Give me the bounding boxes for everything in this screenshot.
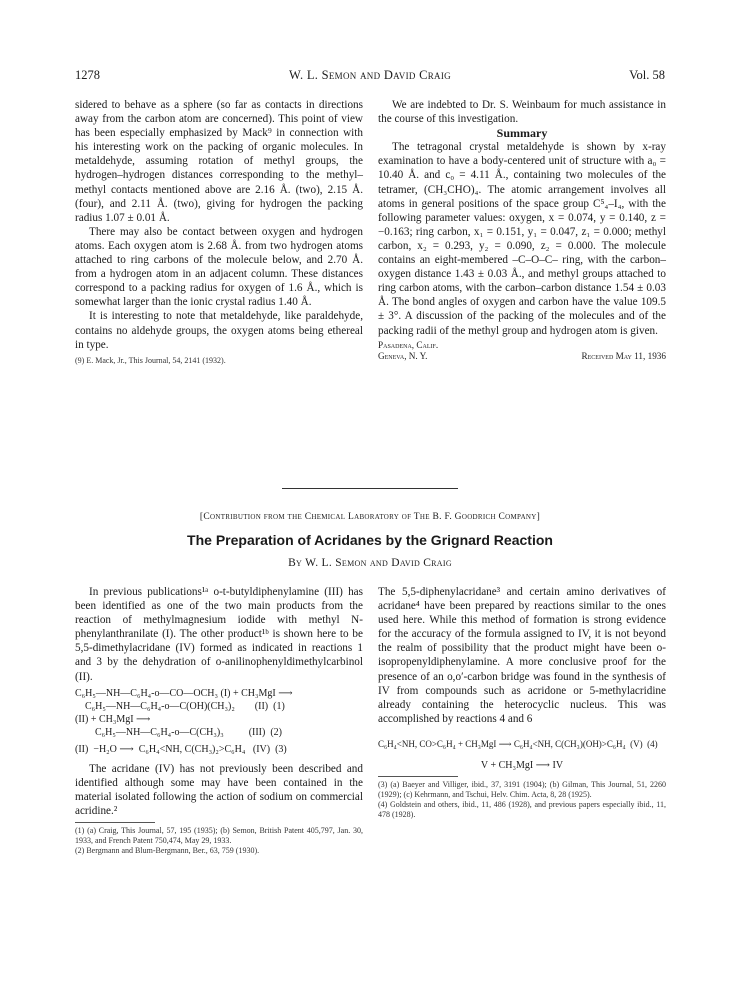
footnote: (2) Bergmann and Blum-Bergmann, Ber., 63, 759 (1930).	[75, 846, 260, 856]
equation-4: C₆H₄<NH, CO>C₆H₄ + CH₃MgI ⟶ C₆H₄<NH, C(CH₃)(OH)>C₆H₄ (V) (4)	[378, 738, 658, 749]
address-line: Geneva, N. Y.	[378, 350, 428, 361]
section-divider	[282, 488, 458, 489]
paragraph: The acridane (IV) has not previously been described and identified although some may have been contained in the material isolated following the action of sodium on commercial acridine.²	[75, 762, 363, 817]
footnote-rule	[378, 776, 458, 777]
summary-paragraph: The tetragonal crystal metaldehyde is shown by x-ray examination to have a body-centered unit of structure with a₀ = 10.40 Å. and c₀ = 4.11 Å., containing two molecules of the tetramer, (CH₃CHO)₄. The atomic arrangement involves all atoms in general positions of the space group C⁵₄–I₄, with the following parameter values: oxygen, x = 0.074, y = 0.140, z = −0.163; ring carbon, x₁ = 0.151, y₁ = 0.047, z₁ = 0.000; methyl carbon, x₂ = 0.293, y₂ = 0.090, z₂ = 0.000. The molecule contains an eight-membered –C–O–C– ring, with the carbon–oxygen distance 1.43 ± 0.03 Å., and methyl groups attached to ring carbon atoms, with the carbon–carbon distance 1.54 ± 0.03 Å. The bond angles of oxygen and carbon have the value 109.5 ± 3°. A discussion of the packing of the molecules and of the packing radii of the methyl group and hydrogen atom is given.	[378, 141, 666, 337]
equation-1a: C₆H₅—NH—C₆H₄-o—CO—OCH₃ (I) + CH₃MgI ⟶	[75, 687, 293, 699]
top-right-column	[378, 98, 666, 362]
paragraph: There may also be contact between oxygen and hydrogen atoms. Each oxygen atom is 2.68 Å. from two hydrogen atoms attached to ring carbons of the molecule below, and 2.70 Å. from a hydrogen atom in an adjacent column. These distances correspond to a packing radius for oxygen of 1.6 Å., which is somewhat larger than the ionic crystal radius 1.40 Å.	[75, 225, 363, 309]
equation-1b: C₆H₅—NH—C₆H₄-o—C(OH)(CH₃)₂ (II) (1)	[75, 700, 285, 712]
received-date: Received May 11, 1936	[581, 350, 666, 361]
volume-label: Vol. 58	[629, 68, 665, 82]
address-line: Pasadena, Calif.	[378, 339, 439, 350]
equation-2b: C₆H₅—NH—C₆H₄-o—C(CH₃)₃ (III) (2)	[75, 726, 283, 738]
article-title: The Preparation of Acridanes by the Grignard Reaction	[187, 532, 553, 548]
equation-2a: (II) + CH₃MgI ⟶	[75, 713, 151, 725]
acknowledgment: We are indebted to Dr. S. Weinbaum for much assistance in the course of this investigation.	[378, 99, 666, 126]
contribution-line: [Contribution from the Chemical Laboratory of The B. F. Goodrich Company]	[199, 512, 541, 522]
equation-3: (II) −H₂O ⟶ C₆H₄<NH, C(CH₃)₂>C₆H₄ (IV) (3)	[75, 743, 287, 755]
running-header	[75, 68, 665, 84]
footnote: (1) (a) Craig, This Journal, 57, 195 (1935); (b) Semon, British Patent 405,797, Jan. 30, 1933, and French Patent 750,474, May 29, 1933.	[75, 826, 363, 846]
footnote: (3) (a) Baeyer and Villiger, ibid., 37, 3191 (1904); (b) Gilman, This Journal, 51, 2260 (1929); (c) Kehrmann, and Tschui, Helv. Chim. Acta, 8, 28 (1925).	[378, 779, 666, 799]
byline: By W. L. Semon and David Craig	[288, 557, 452, 569]
paragraph: It is interesting to note that metaldehyde, like paraldehyde, contains no aldehyde groups, the oxygen atoms being ethereal in type.	[75, 310, 363, 351]
address-block	[378, 340, 666, 362]
page-number: 1278	[75, 68, 100, 82]
footnote-rule	[75, 822, 155, 823]
bottom-right-column	[378, 585, 666, 820]
footnote: (4) Goldstein and others, ibid., 11, 486 (1928), and previous papers especially ibid., 11, 478 (1928).	[378, 799, 666, 819]
top-left-column	[75, 98, 363, 366]
paragraph: sidered to behave as a sphere (so far as contacts in directions away from the carbon atom are concerned). This point of view has been especially emphasized by Mack⁹ in connection with his interesting work on the packing of organic molecules. In metaldehyde, assuming rotation of methyl groups, the hydrogen–hydrogen distances corresponding to the methyl–methyl contacts mentioned above are 2.16 Å. (two), 2.15 Å. (four), and 2.11 Å. (two), giving for hydrogen the packing radius 1.07 ± 0.01 Å.	[75, 99, 363, 224]
equation-5: V + CH₃MgI ⟶ IV	[480, 759, 564, 771]
summary-heading: Summary	[496, 126, 548, 141]
footnote: (9) E. Mack, Jr., This Journal, 54, 2141 (1932).	[75, 355, 226, 365]
bottom-left-column	[75, 585, 363, 856]
paragraph: The 5,5-diphenylacridane³ and certain amino derivatives of acridane⁴ have been prepared by reactions similar to the ones used here. While this method of formation is strong evidence for the accuracy of the formula assigned to IV, it is not beyond the realm of possibility that the product might have been o-isopropenyldiphenylamine. A more conclusive proof for the presence of an o,o′-carbon bridge was found in the synthesis of IV from compounds such as acridone or 5-methylacridine already containing the heterocyclic nucleus. This was accomplished by reactions 4 and 6	[378, 586, 666, 725]
paragraph: In previous publications¹ᵃ o-t-butyldiphenylamine (III) has been identified as one of the two main products from the reaction of methylmagnesium iodide with methyl N-phenylanthranilate (I). The other product¹ᵇ is shown here to be 5,5-dimethylacridane (IV) formed as indicated in reactions 1 and 3 by the dehydration of o-anilinophenyldimethylcarbinol (II).	[75, 586, 363, 683]
running-title: W. L. Semon and David Craig	[289, 68, 451, 82]
